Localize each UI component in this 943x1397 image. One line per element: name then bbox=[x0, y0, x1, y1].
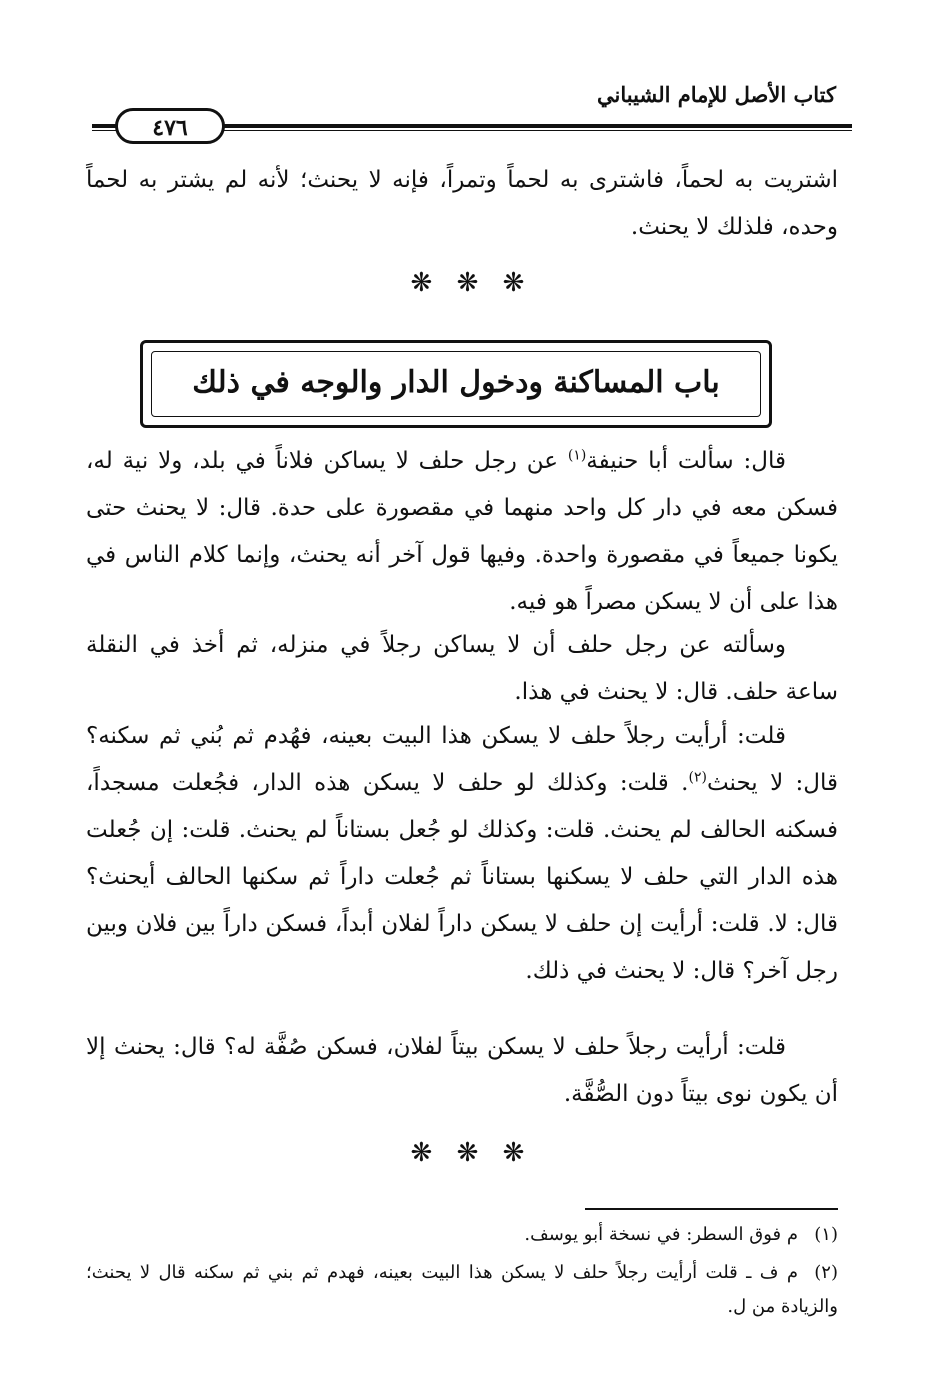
footnote-2 bbox=[86, 1256, 838, 1324]
paragraph-1 bbox=[86, 438, 838, 626]
footnote-2-text: م ف ـ قلت أرأيت رجلاً حلف لا يسكن هذا البيت بعينه، فهدم ثم بني ثم سكنه قال لا يحنث؛ والزيادة من ل. bbox=[86, 1262, 838, 1317]
paragraph-1-text-b: عن رجل حلف لا يساكن فلاناً في بلد، ولا نية له، فسكن معه في دار كل واحد منهما في مقصورة على حدة. قال: لا يحنث حتى يكونا جميعاً في مقصورة واحدة. وفيها قول آخر أنه يحنث، وإنما كلام الناس في هذا على أن لا يسكن مصراً هو فيه. bbox=[86, 448, 838, 615]
footnote-1-number: (١) bbox=[814, 1224, 838, 1245]
footnote-1 bbox=[86, 1218, 838, 1252]
section-separator-end: ❋ ❋ ❋ bbox=[410, 1138, 533, 1168]
footnote-ref-2: (٢) bbox=[688, 769, 707, 786]
paragraph-3 bbox=[86, 713, 838, 995]
paragraph-2: وسألته عن رجل حلف أن لا يساكن رجلاً في منزله، ثم أخذ في النقلة ساعة حلف. قال: لا يحنث في هذا. bbox=[86, 632, 838, 705]
paragraph-3-text-b: . قلت: وكذلك لو حلف لا يسكن هذه الدار، فجُعلت مسجداً، فسكنه الحالف لم يحنث. قلت: وكذلك لو جُعل بستاناً لم يحنث. قلت: إن جُعلت هذه الدار التي حلف لا يسكنها بستاناً ثم جُعلت داراً ثم سكنها الحالف أيحنث؟ قال: لا. قلت: أرأيت إن حلف لا يسكن داراً لفلان أبداً، فسكن داراً بين فلان وبين رجل آخر؟ قال: لا يحنث في ذلك. bbox=[86, 770, 838, 984]
footnote-1-text: م فوق السطر: في نسخة أبو يوسف. bbox=[524, 1224, 798, 1245]
footnote-ref-1: (١) bbox=[567, 447, 587, 464]
intro-paragraph: اشتريت به لحماً، فاشترى به لحماً وتمراً، فإنه لا يحنث؛ لأنه لم يشتر به لحماً وحده، فلذلك لا يحنث. bbox=[86, 167, 838, 240]
paragraph-1-text-a: قال: سألت أبا حنيفة bbox=[586, 448, 786, 474]
footnote-2-number: (٢) bbox=[814, 1262, 838, 1283]
page-number: ٤٧٦ bbox=[115, 108, 225, 144]
paragraph-4: قلت: أرأيت رجلاً حلف لا يسكن بيتاً لفلان، فسكن صُفَّة له؟ قال: يحنث إلا أن يكون نوى بيتاً دون الصُّفَّة. bbox=[86, 1034, 838, 1107]
footnote-rule bbox=[585, 1208, 838, 1210]
section-separator: ❋ ❋ ❋ bbox=[410, 268, 533, 298]
running-head-book-title: كتاب الأصل للإمام الشيباني bbox=[597, 82, 836, 107]
chapter-title: باب المساكنة ودخول الدار والوجه في ذلك bbox=[192, 365, 720, 400]
paragraph-3-text-a: قلت: أرأيت رجلاً حلف لا يسكن هذا البيت بعينه، فهُدم ثم بُني ثم سكنه؟ قال: لا يحنث bbox=[86, 723, 839, 796]
chapter-title-frame bbox=[140, 340, 772, 428]
